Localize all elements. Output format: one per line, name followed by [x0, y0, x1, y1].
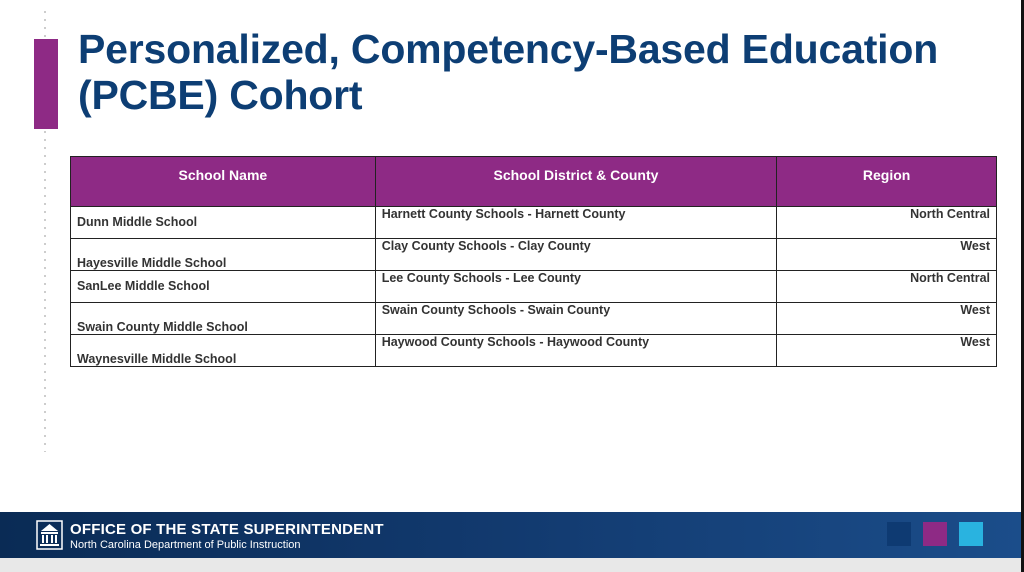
- cell-district-county: Clay County Schools - Clay County: [375, 239, 777, 271]
- schools-table: [70, 156, 997, 367]
- cell-school-name: SanLee Middle School: [71, 271, 376, 303]
- footer-banner: [0, 512, 1021, 558]
- table-row: [71, 303, 997, 335]
- header-school-name: School Name: [71, 157, 376, 207]
- accent-bar: [34, 39, 58, 129]
- slide-title: Personalized, Competency-Based Education (PCBE) Cohort: [78, 26, 939, 118]
- cell-district-county: Swain County Schools - Swain County: [375, 303, 777, 335]
- header-district-county: School District & County: [375, 157, 777, 207]
- cell-region: West: [777, 303, 997, 335]
- cell-school-name: Hayesville Middle School: [71, 239, 376, 271]
- cell-district-county: Haywood County Schools - Haywood County: [375, 335, 777, 367]
- header-region: Region: [777, 157, 997, 207]
- capitol-building-icon: [36, 520, 63, 550]
- table-header-row: [71, 157, 997, 207]
- cell-school-name: Swain County Middle School: [71, 303, 376, 335]
- org-subtitle: North Carolina Department of Public Instruction: [70, 539, 301, 551]
- cell-school-name: Dunn Middle School: [71, 207, 376, 239]
- table-row: [71, 335, 997, 367]
- footer-strip: [0, 558, 1021, 572]
- cell-region: West: [777, 335, 997, 367]
- cell-district-county: Harnett County Schools - Harnett County: [375, 207, 777, 239]
- purple-square: [923, 522, 947, 546]
- table-row: [71, 239, 997, 271]
- cell-district-county: Lee County Schools - Lee County: [375, 271, 777, 303]
- cyan-square: [959, 522, 983, 546]
- navy-square: [887, 522, 911, 546]
- org-title: OFFICE OF THE STATE SUPERINTENDENT: [70, 521, 384, 538]
- table-row: [71, 271, 997, 303]
- cell-region: North Central: [777, 207, 997, 239]
- table-row: [71, 207, 997, 239]
- cell-region: West: [777, 239, 997, 271]
- cell-region: North Central: [777, 271, 997, 303]
- cell-school-name: Waynesville Middle School: [71, 335, 376, 367]
